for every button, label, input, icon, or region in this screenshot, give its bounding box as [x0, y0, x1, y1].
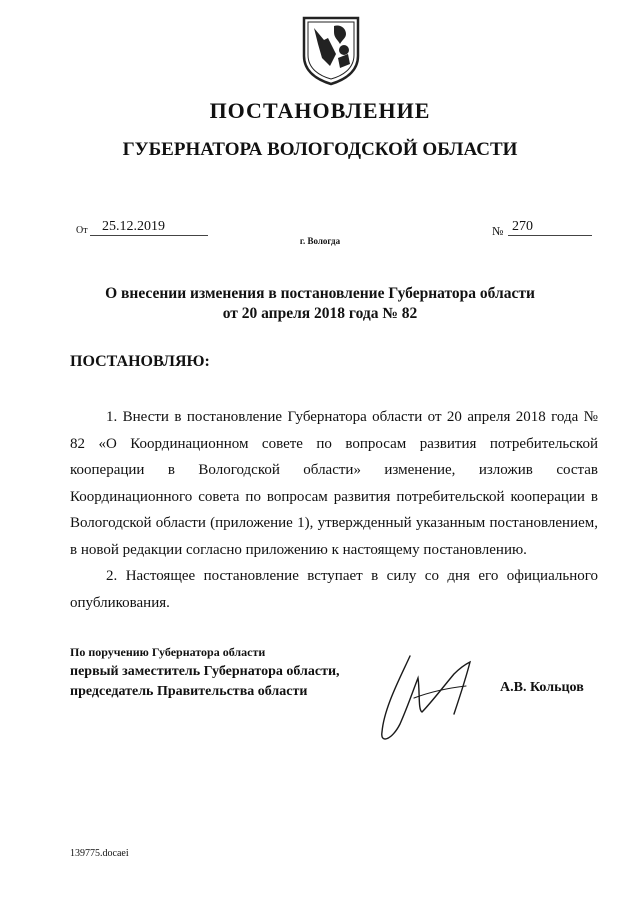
signatory-block — [70, 642, 340, 702]
file-code: 139775.docaei — [70, 848, 129, 859]
document-subtitle: ГУБЕРНАТОРА ВОЛОГОДСКОЙ ОБЛАСТИ — [122, 139, 518, 160]
signatory-line-3: председатель Правительства области — [70, 684, 308, 699]
signatory-name: А.В. Кольцов — [500, 680, 584, 695]
signatory-line-1: По поручению Губернатора области — [70, 645, 266, 659]
signatory-line-2: первый заместитель Губернатора области, — [70, 664, 340, 679]
subject-line-1: О внесении изменения в постановление Губернатора области — [105, 285, 535, 302]
number-prefix: № — [492, 224, 504, 238]
document-body — [70, 404, 598, 616]
coat-of-arms-icon — [300, 14, 362, 86]
document-date: 25.12.2019 — [90, 219, 208, 236]
document-number: 270 — [508, 219, 592, 236]
subject-line-2: от 20 апреля 2018 года № 82 — [222, 305, 418, 322]
paragraph-2: 2. Настоящее постановление вступает в силу со дня его официального опубликования. — [70, 568, 598, 611]
decree-word: ПОСТАНОВЛЯЮ: — [70, 353, 210, 370]
city: г. Вологда — [299, 236, 341, 246]
document-subject — [90, 284, 550, 324]
handwritten-signature — [370, 648, 490, 748]
date-prefix: От — [76, 225, 88, 236]
paragraph-1: 1. Внести в постановление Губернатора области от 20 апреля 2018 года № 82 «О Координационном совете по вопросам развития потребительской кооперации в Вологодской области» изменение, изложив состав Координационного совета по вопросам развития потребительской кооперации в Вологодской области (приложение 1), утвержденный указанным постановлением, в новой редакции согласно приложению к настоящему постановлению. — [70, 409, 598, 558]
document-title: ПОСТАНОВЛЕНИЕ — [209, 98, 431, 123]
